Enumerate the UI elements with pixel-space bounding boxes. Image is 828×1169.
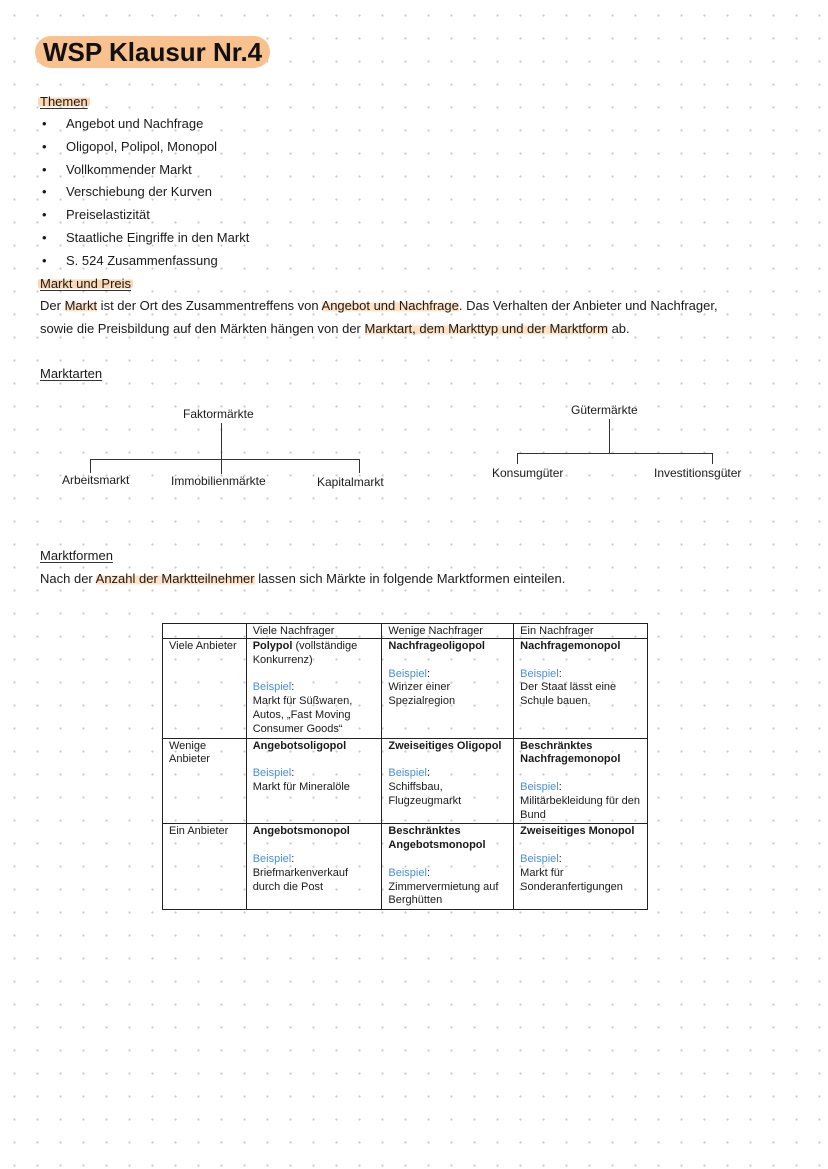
market-form-name: Polypol xyxy=(252,640,293,652)
example-text: Markt für Sonderanfertigungen xyxy=(520,866,623,893)
list-item: • S. 524 Zusammenfassung xyxy=(40,252,249,275)
tree-connector xyxy=(517,453,713,454)
highlight: Anzahl der Marktteilnehmer xyxy=(95,571,255,586)
market-form-name: Nachfragemonopol xyxy=(520,640,621,652)
table-cell: Polypol (vollständige Konkurrenz) Beispiel: Markt für Süßwaren, Autos, „Fast Moving Consumer Goods“ xyxy=(246,639,382,739)
row-label: Viele Anbieter xyxy=(163,639,247,739)
market-form-name: Zweiseitiges Oligopol xyxy=(388,739,502,752)
example-label: Beispiel xyxy=(388,667,427,680)
table-cell: Beschränktes Angebotsmonopol Beispiel: Zimmervermietung auf Berghütten xyxy=(382,824,514,910)
tree-root-faktormaerkte: Faktormärkte xyxy=(183,407,254,421)
list-item: • Vollkommender Markt xyxy=(40,161,249,184)
example-text: Markt für Süßwaren, Autos, „Fast Moving Consumer Goods“ xyxy=(252,695,353,735)
table-header-row xyxy=(163,624,648,639)
marktformen-heading: Marktformen xyxy=(40,548,113,563)
markt-preis-line-1: Der Markt ist der Ort des Zusammentreffens von Angebot und Nachfrage. Das Verhalten der Anbieter und Nachfrager, xyxy=(40,298,718,313)
example-text: Schiffsbau, Flugzeugmarkt xyxy=(388,780,462,807)
tree-connector xyxy=(517,453,518,464)
list-item: • Verschiebung der Kurven xyxy=(40,183,249,206)
table-row xyxy=(163,639,648,739)
example-label: Beispiel xyxy=(252,767,292,780)
tree-node-arbeitsmarkt: Arbeitsmarkt xyxy=(62,473,130,487)
bullet-icon: • xyxy=(42,252,47,268)
example-label: Beispiel xyxy=(520,852,559,865)
table-header-cell: Wenige Nachfrager xyxy=(382,624,514,639)
highlight: Marktart, dem Markttyp und der Marktform xyxy=(364,321,608,336)
market-form-name: Beschränktes Nachfragemonopol xyxy=(520,739,621,766)
tree-connector xyxy=(221,423,222,474)
row-label: Ein Anbieter xyxy=(163,824,247,910)
example-label: Beispiel xyxy=(388,866,427,879)
tree-connector xyxy=(712,453,713,464)
example-label: Beispiel xyxy=(252,852,292,865)
table-header-cell xyxy=(163,624,247,639)
example-label: Beispiel xyxy=(252,681,292,694)
highlight: Angebot und Nachfrage xyxy=(321,298,459,313)
list-item: • Angebot und Nachfrage xyxy=(40,115,249,138)
tree-node-konsumgueter: Konsumgüter xyxy=(492,466,564,480)
tree-connector xyxy=(90,459,91,473)
marktarten-heading: Marktarten xyxy=(40,366,103,381)
example-label: Beispiel xyxy=(520,667,559,680)
example-text: Zimmervermietung auf Berghütten xyxy=(388,880,499,907)
market-form-name: Zweiseitiges Monopol xyxy=(520,825,635,838)
market-form-name: Beschränktes Angebotsmonopol xyxy=(388,825,486,852)
example-text: Markt für Mineralöle xyxy=(252,780,350,793)
table-row xyxy=(163,738,648,824)
marktformen-table xyxy=(162,623,648,910)
bullet-icon: • xyxy=(42,116,47,131)
example-label: Beispiel xyxy=(388,767,427,780)
tree-node-immobilienmaerkte: Immobilienmärkte xyxy=(171,474,266,488)
market-form-name: Angebotsmonopol xyxy=(252,825,350,838)
table-cell: Angebotsmonopol Beispiel: Briefmarkenverkauf durch die Post xyxy=(246,824,382,910)
table-cell: Beschränktes Nachfragemonopol Beispiel: Militärbekleidung für den Bund xyxy=(514,738,648,824)
table-header-cell: Ein Nachfrager xyxy=(514,624,648,639)
tree-node-kapitalmarkt: Kapitalmarkt xyxy=(317,475,384,489)
market-form-name: Angebotsoligopol xyxy=(252,739,347,752)
themen-list xyxy=(40,115,249,275)
list-item: • Oligopol, Polipol, Monopol xyxy=(40,138,249,161)
themen-heading: Themen xyxy=(40,94,88,109)
bullet-icon: • xyxy=(42,207,47,223)
table-cell: Zweiseitiges Monopol Beispiel: Markt für Sonderanfertigungen xyxy=(514,824,648,910)
example-text: Militärbekleidung für den Bund xyxy=(520,794,641,821)
table-cell: Nachfrageoligopol Beispiel: Winzer einer Spezialregion xyxy=(382,639,514,739)
bullet-icon: • xyxy=(42,184,47,200)
table-cell: Zweiseitiges Oligopol Beispiel: Schiffsbau, Flugzeugmarkt xyxy=(382,738,514,824)
markt-preis-line-2: sowie die Preisbildung auf den Märkten hängen von der Marktart, dem Markttyp und der Marktform ab. xyxy=(40,321,630,336)
tree-node-investitionsgueter: Investitionsgüter xyxy=(654,466,742,480)
tree-connector xyxy=(359,459,360,473)
bullet-icon: • xyxy=(42,161,47,177)
tree-root-guetermaerkte: Gütermärkte xyxy=(571,403,638,417)
list-item: • Preiselastizität xyxy=(40,206,249,229)
tree-connector xyxy=(609,419,610,453)
bullet-icon: • xyxy=(42,138,47,154)
row-label: Wenige Anbieter xyxy=(163,738,247,824)
list-item: • Staatliche Eingriffe in den Markt xyxy=(40,229,249,252)
tree-connector xyxy=(90,459,360,460)
bullet-icon: • xyxy=(42,229,47,245)
page-title: WSP Klausur Nr.4 xyxy=(35,36,270,68)
table-row xyxy=(163,824,648,910)
markt-preis-heading: Markt und Preis xyxy=(40,276,132,291)
highlight: Markt xyxy=(64,298,98,313)
marktformen-intro: Nach der Anzahl der Marktteilnehmer lassen sich Märkte in folgende Marktformen einteilen. xyxy=(40,571,566,586)
example-text: Der Staat lässt eine Schule bauen. xyxy=(520,681,617,708)
example-text: Winzer einer Spezialregion xyxy=(388,681,456,708)
table-header-cell: Viele Nachfrager xyxy=(246,624,382,639)
market-form-name: Nachfrageoligopol xyxy=(388,640,485,652)
table-cell: Angebotsoligopol Beispiel: Markt für Mineralöle xyxy=(246,738,382,824)
table-cell: Nachfragemonopol Beispiel: Der Staat lässt eine Schule bauen. xyxy=(514,639,648,739)
example-text: Briefmarkenverkauf durch die Post xyxy=(252,866,349,893)
example-label: Beispiel xyxy=(520,780,559,793)
